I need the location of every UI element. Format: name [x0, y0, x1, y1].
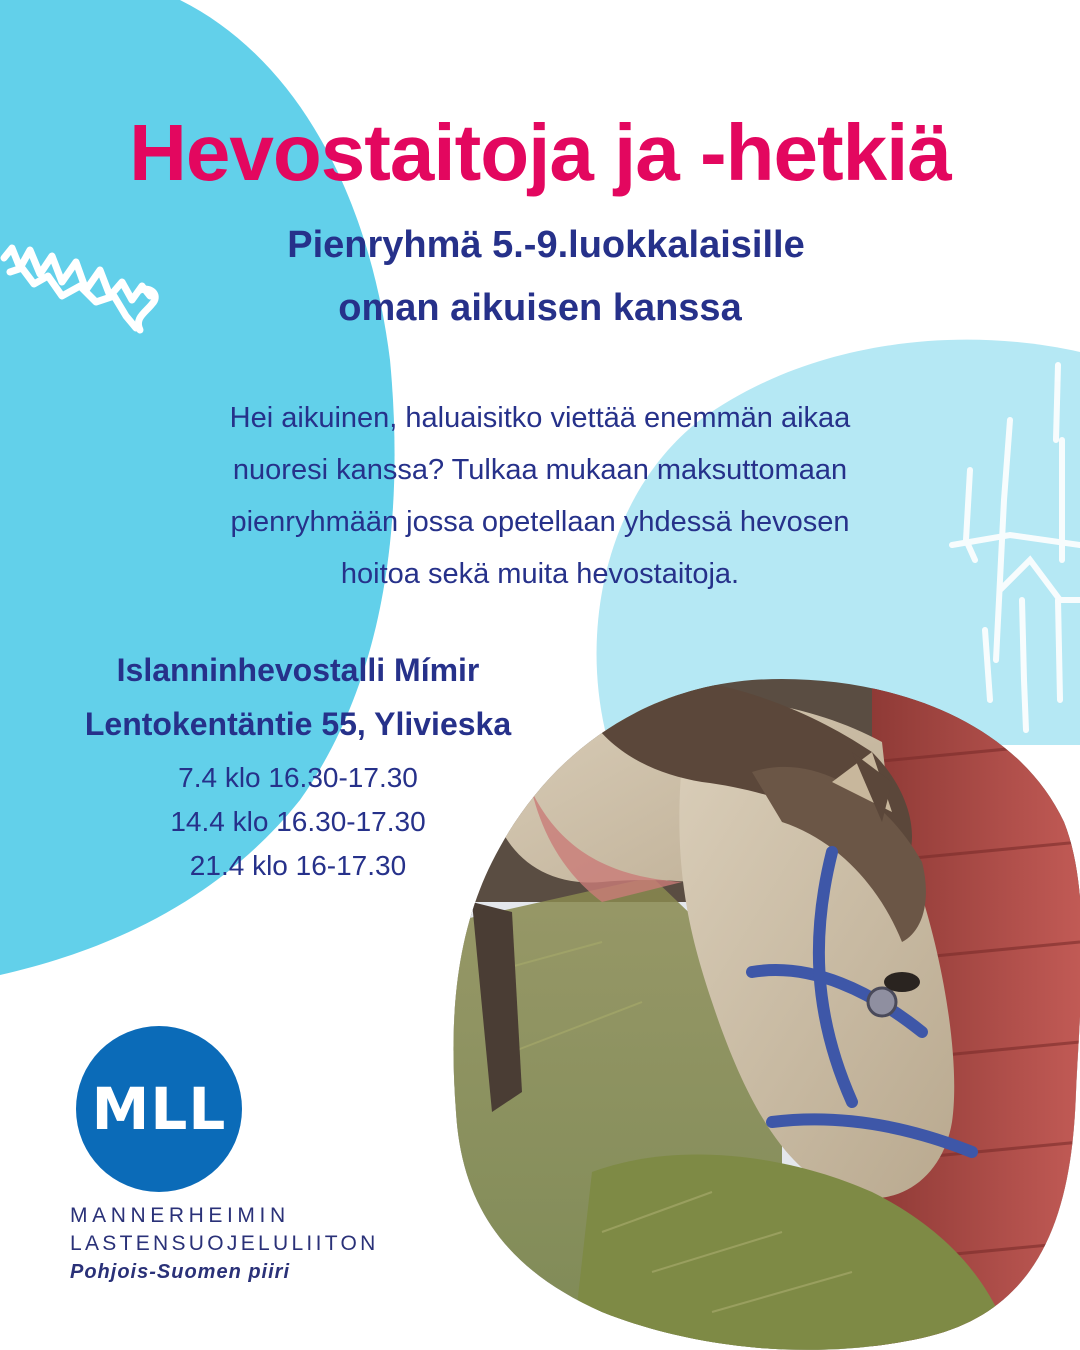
body-text-line-4: hoitoa sekä muita hevostaitoja.	[340, 558, 740, 590]
date-line-3: 21.4 klo 16-17.30	[189, 850, 407, 881]
subtitle-line-2: oman aikuisen kanssa	[338, 287, 742, 329]
subtitle-line-1: Pienryhmä 5.-9.luokkalaisille	[287, 224, 805, 266]
venue-name: Islanninhevostalli Mímir	[116, 652, 480, 688]
mll-logo-circle	[76, 1026, 242, 1192]
venue-address: Lentokentäntie 55, Ylivieska	[84, 706, 512, 742]
body-text-line-2: nuoresi kanssa? Tulkaa mukaan maksuttomaan	[232, 454, 848, 486]
date-line-1: 7.4 klo 16.30-17.30	[178, 762, 418, 793]
body-text-line-3: pienryhmään jossa opetellaan yhdessä hevosen	[230, 506, 850, 538]
body-text-line-1: Hei aikuinen, haluaisitko viettää enemmän aikaa	[229, 402, 851, 434]
logo-district: Pohjois-Suomen piiri	[70, 1261, 291, 1283]
date-line-2: 14.4 klo 16.30-17.30	[170, 806, 426, 837]
poster-title: Hevostaitoja ja -hetkiä	[129, 108, 951, 197]
mll-logo-mark: MLL	[91, 1075, 227, 1143]
mll-logo	[66, 1026, 446, 1296]
logo-name-line-2: LASTENSUOJELULIITON	[70, 1232, 379, 1255]
horse-photo	[452, 672, 1080, 1350]
logo-name-line-1: MANNERHEIMIN	[70, 1204, 290, 1227]
